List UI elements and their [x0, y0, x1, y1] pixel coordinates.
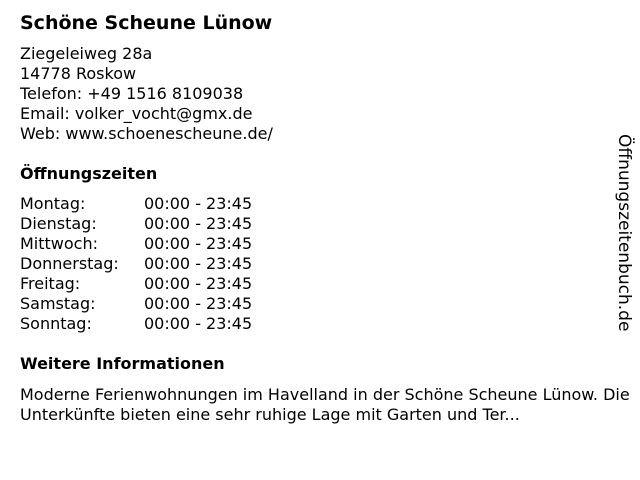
- street-address: Ziegeleiweg 28a: [20, 44, 153, 63]
- day-label: Mittwoch:: [20, 234, 98, 253]
- day-label: Samstag:: [20, 294, 96, 313]
- day-label: Dienstag:: [20, 214, 97, 233]
- time-range: 00:00 - 23:45: [144, 234, 253, 253]
- site-watermark: Öffnungszeitenbuch.de: [614, 134, 634, 332]
- time-range: 00:00 - 23:45: [144, 254, 253, 273]
- address-block: [20, 44, 273, 144]
- hours-row-thursday: [20, 254, 320, 274]
- day-label: Montag:: [20, 194, 86, 213]
- hours-row-wednesday: [20, 234, 320, 254]
- time-range: 00:00 - 23:45: [144, 314, 253, 333]
- day-label: Sonntag:: [20, 314, 92, 333]
- email-address[interactable]: Email: volker_vocht@gmx.de: [20, 104, 253, 123]
- time-range: 00:00 - 23:45: [144, 194, 253, 213]
- phone-number[interactable]: Telefon: +49 1516 8109038: [20, 84, 244, 103]
- hours-row-friday: [20, 274, 320, 294]
- description-text: Moderne Ferienwohnungen im Havelland in der Schöne Scheune Lünow. Die Unterkünfte bieten eine sehr ruhige Lage mit Garten und Ter...: [20, 385, 630, 424]
- time-range: 00:00 - 23:45: [144, 294, 253, 313]
- time-range: 00:00 - 23:45: [144, 274, 253, 293]
- opening-hours-heading: Öffnungszeiten: [20, 164, 158, 183]
- hours-row-sunday: [20, 314, 320, 334]
- more-info-heading: Weitere Informationen: [20, 354, 225, 373]
- opening-hours-table: [20, 194, 320, 334]
- city-address: 14778 Roskow: [20, 64, 137, 83]
- website-link[interactable]: Web: www.schoenescheune.de/: [20, 124, 273, 143]
- day-label: Freitag:: [20, 274, 81, 293]
- time-range: 00:00 - 23:45: [144, 214, 253, 233]
- hours-row-saturday: [20, 294, 320, 314]
- day-label: Donnerstag:: [20, 254, 119, 273]
- hours-row-tuesday: [20, 214, 320, 234]
- business-name: Schöne Scheune Lünow: [20, 12, 273, 34]
- hours-row-monday: [20, 194, 320, 214]
